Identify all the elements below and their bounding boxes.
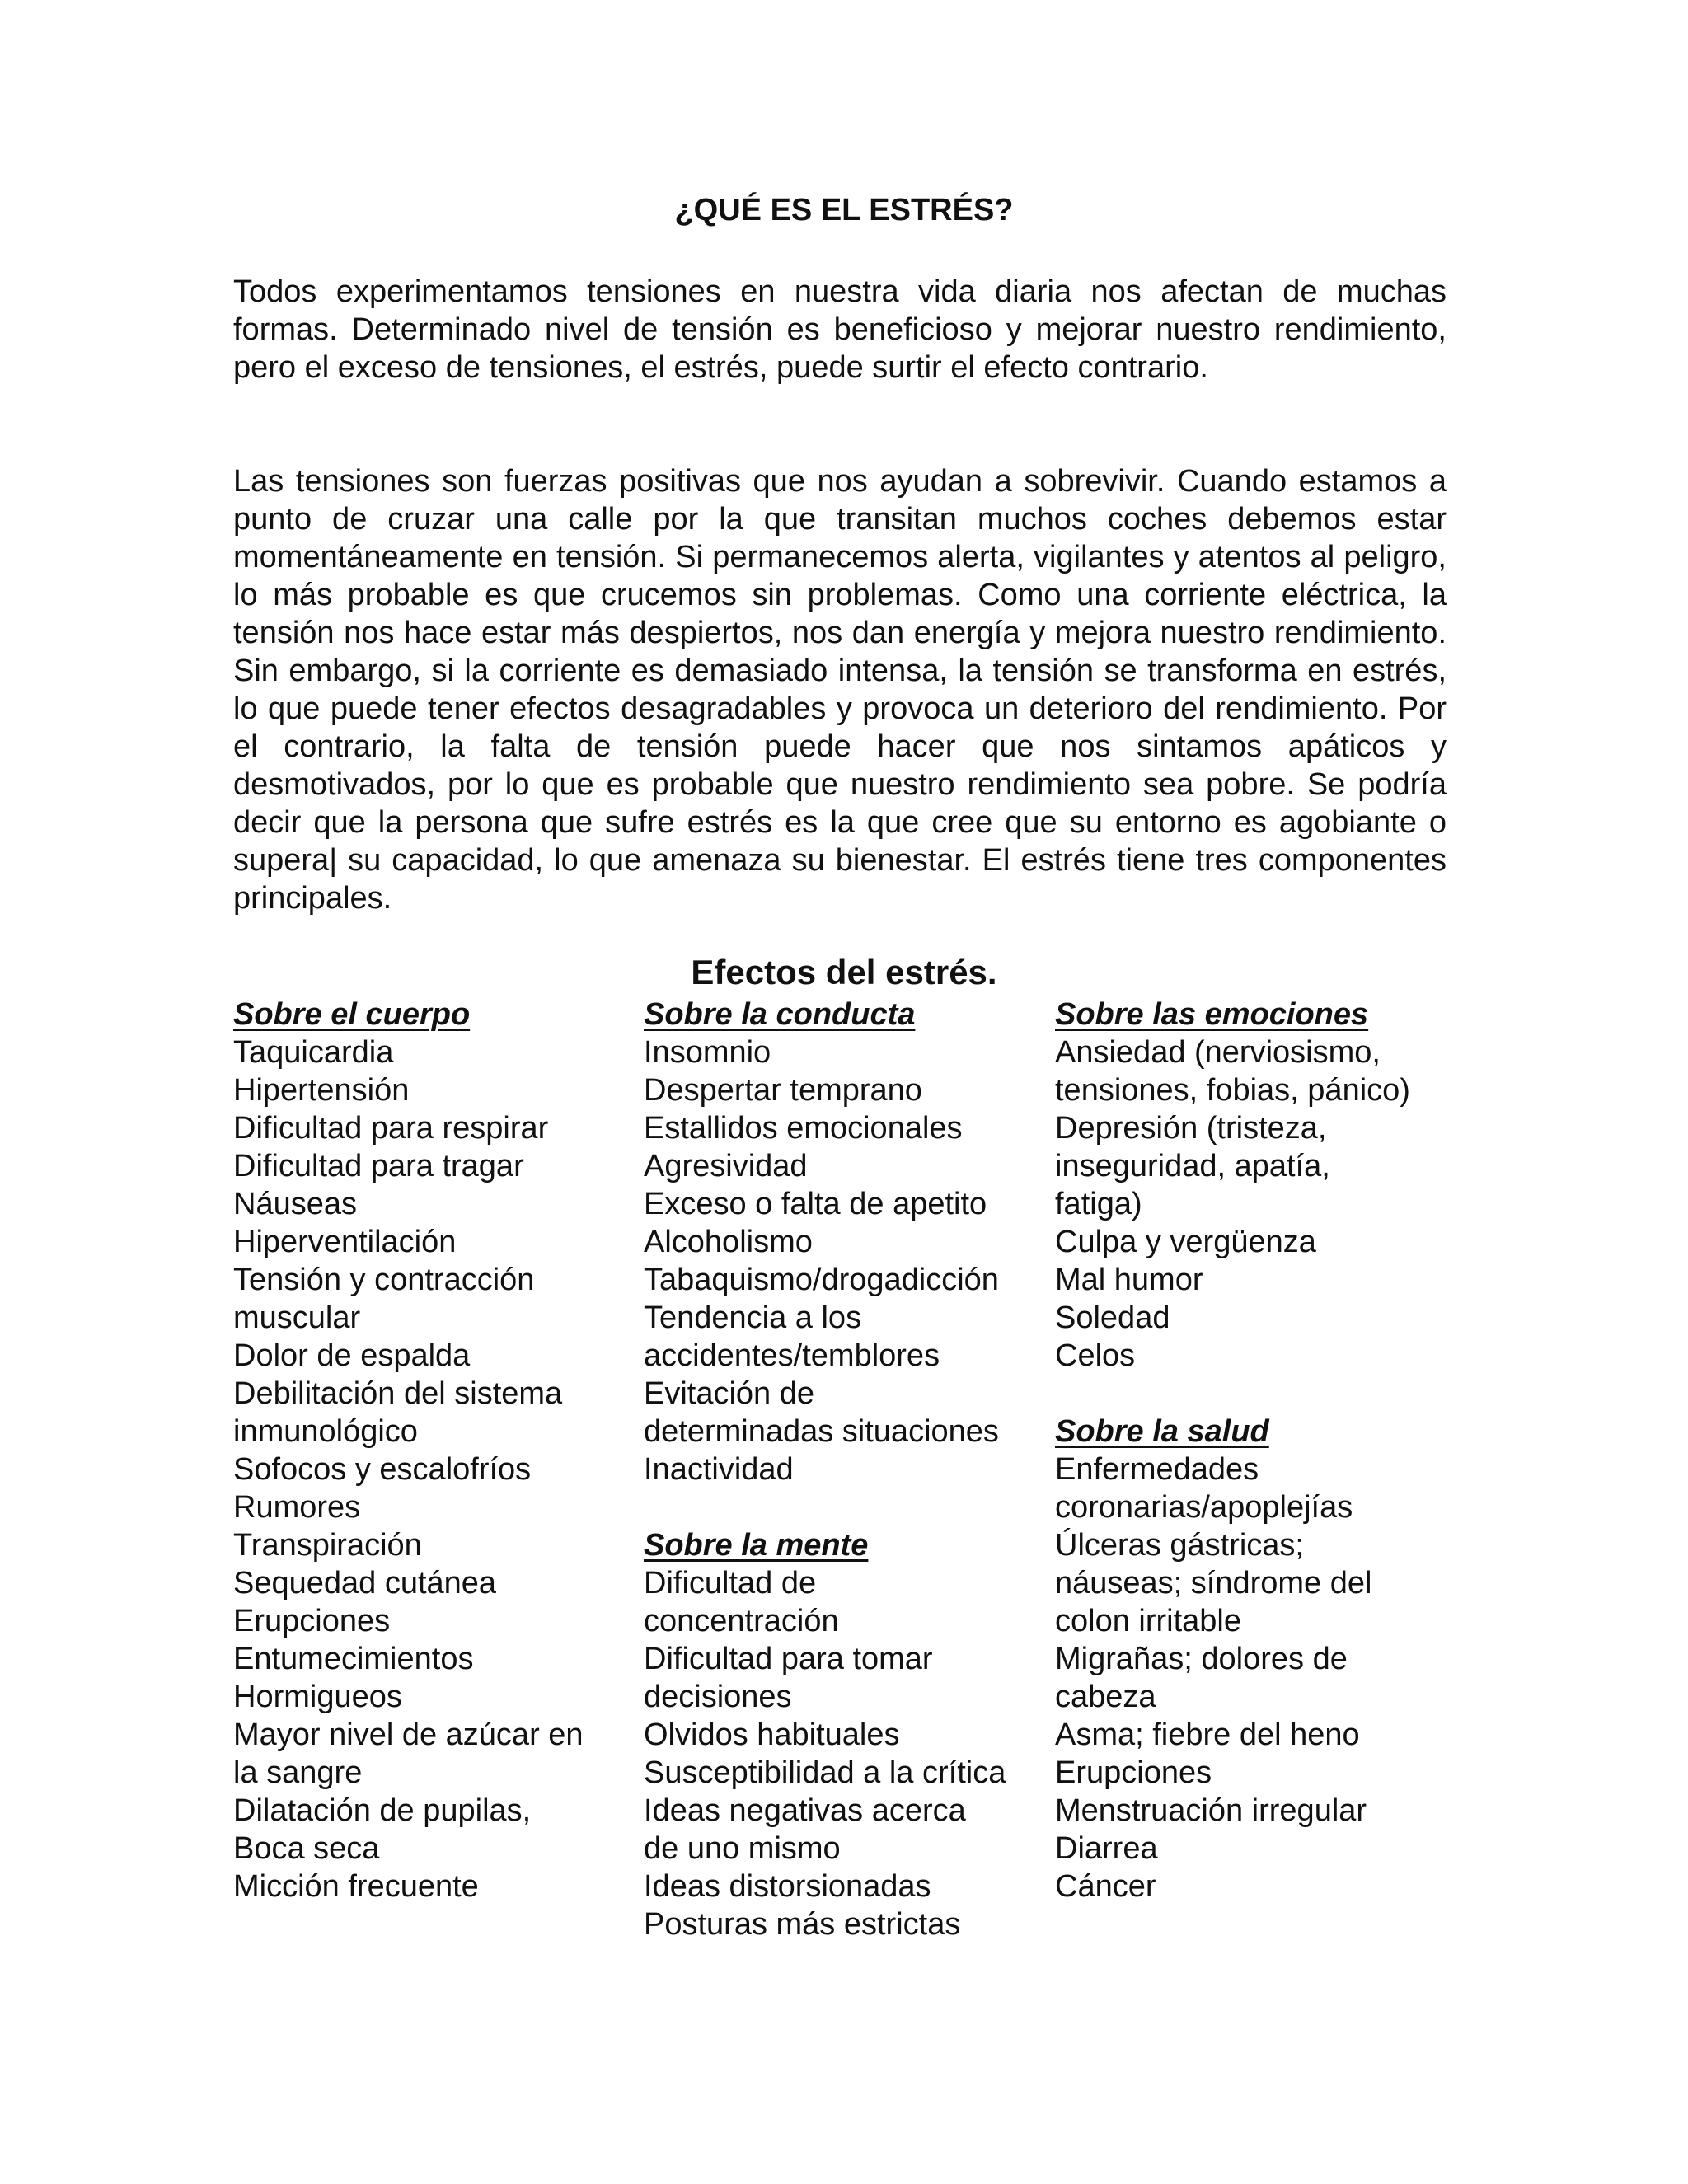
list-item: Transpiración bbox=[233, 1528, 422, 1563]
effect-list bbox=[233, 1033, 629, 1905]
list-item: Posturas más estrictas bbox=[644, 1907, 961, 1942]
list-item: Alcoholismo bbox=[644, 1225, 813, 1259]
column-body-effects bbox=[233, 996, 629, 1905]
section-heading: Sobre la conducta bbox=[644, 997, 916, 1032]
list-item: Erupciones bbox=[1055, 1755, 1212, 1790]
list-item: Micción frecuente bbox=[233, 1869, 479, 1904]
list-item: Ansiedad (nerviosismo, tensiones, fobias, pánico) bbox=[1055, 1035, 1410, 1108]
section-spacer bbox=[1055, 1375, 1451, 1413]
list-item: Culpa y vergüenza bbox=[1055, 1225, 1316, 1259]
list-item: Susceptibilidad a la crítica bbox=[644, 1755, 1006, 1790]
list-item: Ideas negativas acerca de uno mismo bbox=[644, 1793, 966, 1866]
section-heading: Sobre la salud bbox=[1055, 1414, 1269, 1449]
section-spacer bbox=[644, 1488, 1048, 1526]
intro-paragraph: Todos experimentamos tensiones en nuestra vida diaria nos afectan de muchas formas. Determinado nivel de tensión es beneficioso y mejorar nuestro rendimiento, pero el exceso de tensiones, el estrés, puede surtir el efecto contrario. bbox=[233, 274, 1447, 385]
list-item: Rumores bbox=[233, 1490, 361, 1525]
column-emotions-health-effects bbox=[1055, 996, 1451, 1905]
list-item: Tabaquismo/drogadicción bbox=[644, 1263, 999, 1297]
list-item: Mal humor bbox=[1055, 1263, 1203, 1297]
list-item: Dilatación de pupilas, bbox=[233, 1793, 532, 1828]
list-item: Depresión (tristeza, inseguridad, apatía, fatiga) bbox=[1055, 1111, 1330, 1221]
list-item: Cáncer bbox=[1055, 1869, 1156, 1904]
list-item: Taquicardia bbox=[233, 1035, 394, 1070]
list-item: Despertar temprano bbox=[644, 1073, 922, 1108]
list-item: Tendencia a los accidentes/temblores bbox=[644, 1301, 940, 1373]
page-title: ¿QUÉ ES EL ESTRÉS? bbox=[674, 193, 1014, 227]
section-heading: Sobre la mente bbox=[644, 1528, 869, 1563]
list-item: Dolor de espalda bbox=[233, 1338, 471, 1373]
list-item: Dificultad de concentración bbox=[644, 1566, 839, 1638]
list-item: Evitación de determinadas situaciones bbox=[644, 1376, 999, 1449]
list-item: Insomnio bbox=[644, 1035, 771, 1070]
list-item: Erupciones bbox=[233, 1604, 391, 1638]
effect-list bbox=[1055, 1033, 1451, 1375]
list-item: Sofocos y escalofríos bbox=[233, 1452, 532, 1487]
list-item: Ideas distorsionadas bbox=[644, 1869, 931, 1904]
list-item: Hormigueos bbox=[233, 1680, 402, 1714]
list-item: Diarrea bbox=[1055, 1831, 1158, 1866]
list-item: Enfermedades coronarias/apoplejías bbox=[1055, 1452, 1353, 1525]
list-item: Soledad bbox=[1055, 1301, 1170, 1335]
list-item: Hipertensión bbox=[233, 1073, 410, 1108]
list-item: Olvidos habituales bbox=[644, 1718, 900, 1752]
list-item: Entumecimientos bbox=[233, 1642, 474, 1676]
column-behavior-mind-effects bbox=[644, 996, 1048, 1943]
section-heading: Sobre las emociones bbox=[1055, 997, 1369, 1032]
list-item: Dificultad para tragar bbox=[233, 1149, 524, 1183]
list-item: Menstruación irregular bbox=[1055, 1793, 1367, 1828]
list-item: Inactividad bbox=[644, 1452, 794, 1487]
list-item: Mayor nivel de azúcar en la sangre bbox=[233, 1718, 584, 1790]
list-item: Agresividad bbox=[644, 1149, 808, 1183]
effect-list bbox=[644, 1564, 1048, 1943]
list-item: Dificultad para tomar decisiones bbox=[644, 1642, 933, 1714]
list-item: Exceso o falta de apetito bbox=[644, 1187, 987, 1221]
list-item: Boca seca bbox=[233, 1831, 380, 1866]
list-item: Estallidos emocionales bbox=[644, 1111, 963, 1146]
list-item: Dificultad para respirar bbox=[233, 1111, 549, 1146]
section-heading: Sobre el cuerpo bbox=[233, 997, 471, 1032]
effects-title: Efectos del estrés. bbox=[691, 953, 997, 991]
body-paragraph: Las tensiones son fuerzas positivas que nos ayudan a sobrevivir. Cuando estamos a punto de cruzar una calle por la que transitan muchos coches debemos estar momentáneamente en tensión. Si permanecemos alerta, vigilantes y atentos al peligro, lo más probable es que crucemos sin problemas. Como una corriente eléctrica, la tensión nos hace estar más despiertos, nos dan energía y mejora nuestro rendimiento. Sin embargo, si la corriente es demasiado intensa, la tensión se transforma en estrés, lo que puede tener efectos desagradables y provoca un deterioro del rendimiento. Por el contrario, la falta de tensión puede hacer que nos sintamos apáticos y desmotivados, por lo que es probable que nuestro rendimiento sea pobre. Se podría decir que la persona que sufre estrés es la que cree que su entorno es agobiante o supera| su capacidad, lo que amenaza su bienestar. El estrés tiene tres componentes principales. bbox=[233, 464, 1447, 916]
list-item: Tensión y contracción muscular bbox=[233, 1263, 535, 1335]
list-item: Debilitación del sistema inmunológico bbox=[233, 1376, 563, 1449]
effect-list bbox=[644, 1033, 1048, 1488]
list-item: Náuseas bbox=[233, 1187, 357, 1221]
list-item: Hiperventilación bbox=[233, 1225, 457, 1259]
list-item: Sequedad cutánea bbox=[233, 1566, 497, 1601]
list-item: Úlceras gástricas; náuseas; síndrome del colon irritable bbox=[1055, 1528, 1372, 1638]
list-item: Celos bbox=[1055, 1338, 1136, 1373]
list-item: Asma; fiebre del heno bbox=[1055, 1718, 1360, 1752]
effect-list bbox=[1055, 1451, 1451, 1905]
list-item: Migrañas; dolores de cabeza bbox=[1055, 1642, 1348, 1714]
